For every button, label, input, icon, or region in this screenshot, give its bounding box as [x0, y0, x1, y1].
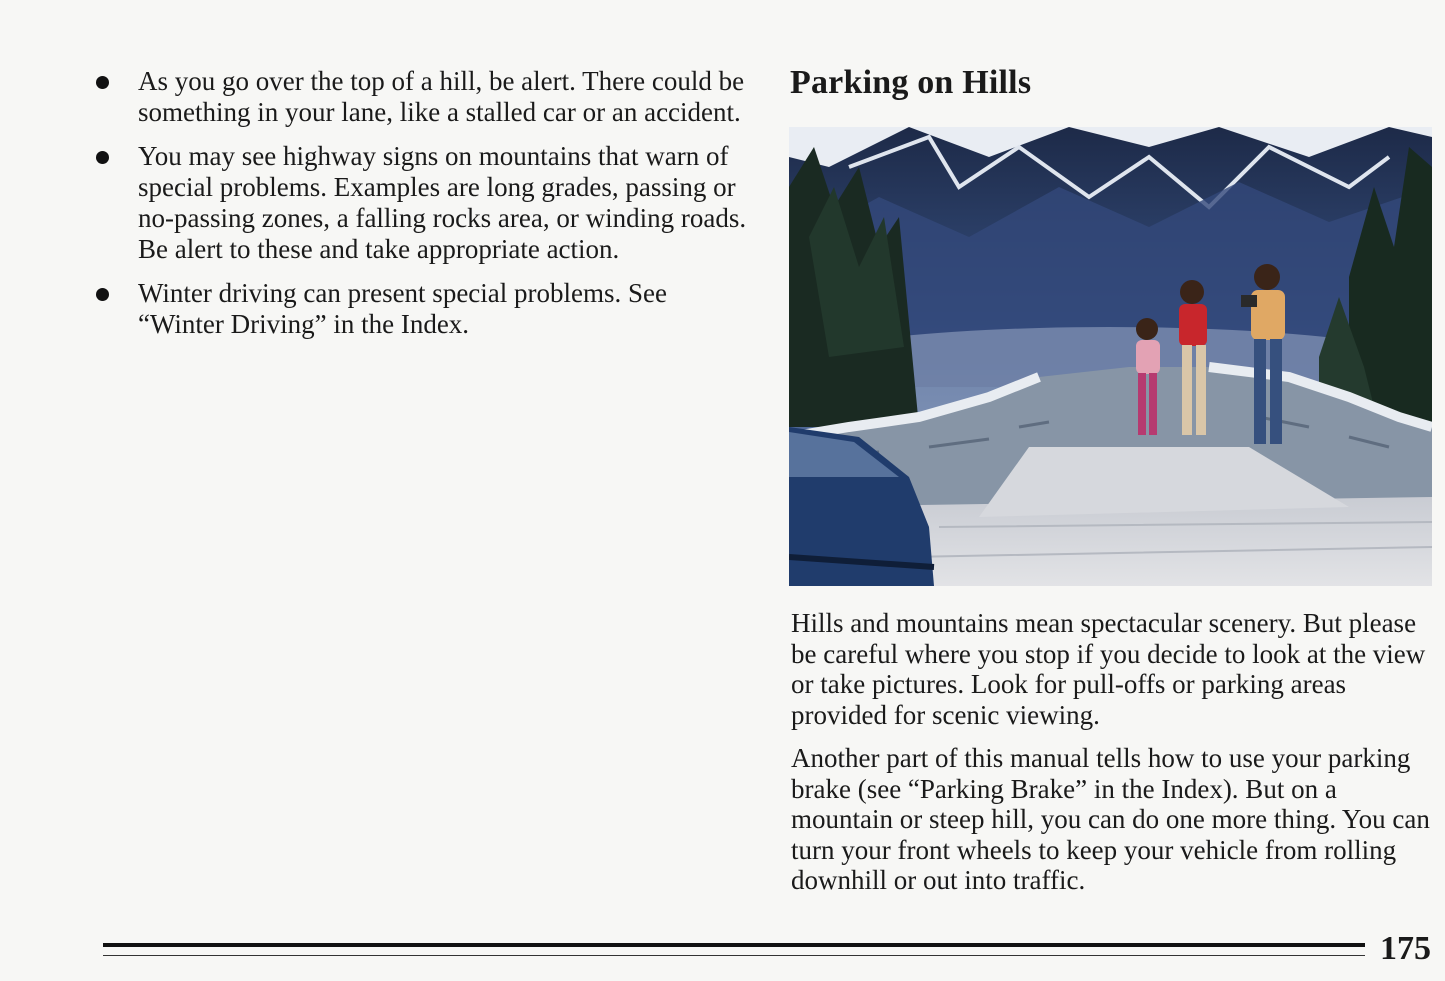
- bullet-text: You may see highway signs on mountains that warn of special problems. Examples are long grades, passing or no-passing zones, a falling rocks area, or winding roads. Be alert to these and take appropriate action.: [138, 141, 747, 264]
- illustration-drawing: [789, 127, 1432, 586]
- body-text: [791, 608, 1431, 909]
- bullet-text: Winter driving can present special problems. See “Winter Driving” in the Index.: [138, 278, 667, 339]
- bullet-item: [96, 141, 756, 265]
- footer-rule-thin: [103, 955, 1365, 956]
- bullet-icon: [96, 76, 109, 89]
- bullet-icon: [96, 151, 109, 164]
- scenic-overlook-illustration: [789, 127, 1432, 586]
- page-number: 175: [1380, 930, 1431, 967]
- section-heading: Parking on Hills: [790, 64, 1032, 101]
- bullet-text: As you go over the top of a hill, be alert. There could be something in your lane, like a stalled car or an accident.: [138, 66, 745, 127]
- bullet-item: [96, 66, 756, 128]
- bullet-list: [96, 66, 756, 353]
- footer-rule-thick: [103, 943, 1365, 947]
- bullet-icon: [96, 288, 109, 301]
- paragraph: Hills and mountains mean spectacular scenery. But please be careful where you stop if you decide to look at the view or take pictures. Look for pull-offs or parking areas provided for scenic viewing.: [791, 608, 1426, 730]
- paragraph: Another part of this manual tells how to use your parking brake (see “Parking Brake” in the Index). But on a mountain or steep hill, you can do one more thing. You can turn your front wheels to keep your vehicle from rolling downhill or out into traffic.: [791, 743, 1430, 895]
- bullet-item: [96, 278, 756, 340]
